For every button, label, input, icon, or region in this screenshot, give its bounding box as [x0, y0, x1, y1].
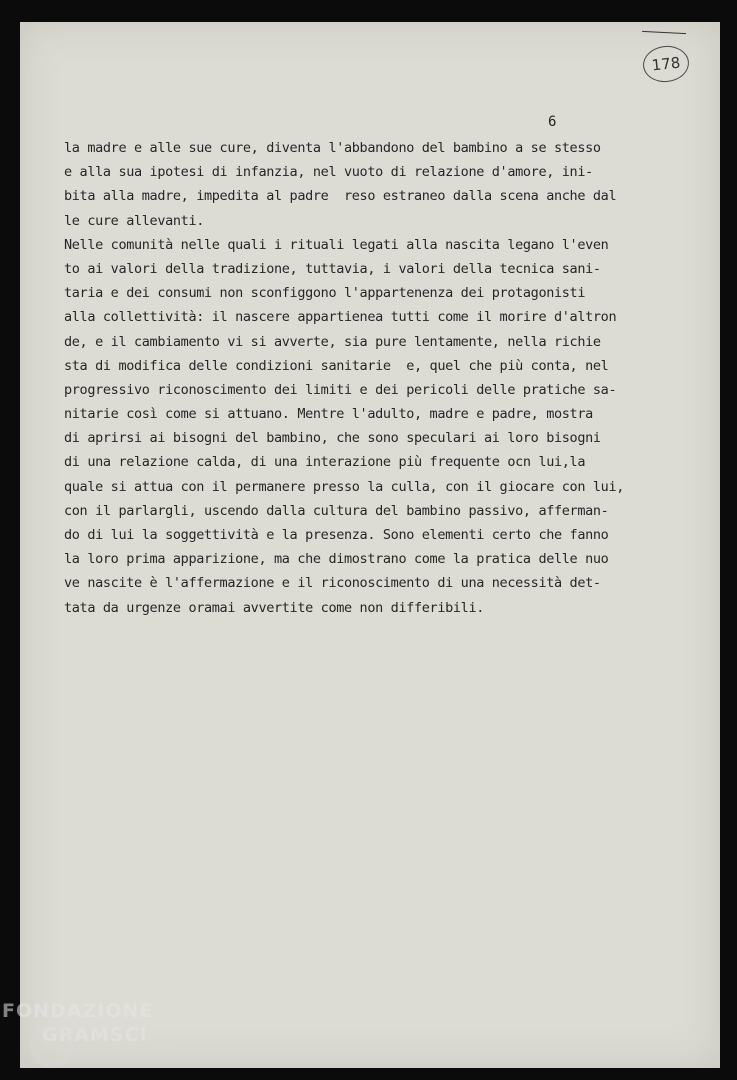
page-number: 6 [548, 114, 557, 130]
pen-mark [642, 31, 686, 37]
text-line: progressivo riconoscimento dei limiti e dei pericoli delle pratiche sa- [64, 381, 617, 398]
text-line: bita alla madre, impedita al padre reso estraneo dalla scena anche dal [64, 188, 617, 205]
body-text [64, 136, 684, 620]
text-line: la loro prima apparizione, ma che dimostrano come la pratica delle nuo [64, 551, 609, 568]
typewritten-page [20, 22, 720, 1068]
text-line: alla collettività: il nascere appartienea tutti come il morire d'altron [64, 309, 617, 326]
archive-page-stamp [641, 44, 691, 85]
text-line: de, e il cambiamento vi si avverte, sia pure lentamente, nella richie [64, 333, 601, 350]
watermark-sub: onlus [150, 1042, 175, 1052]
text-line: do di lui la soggettività e la presenza. Sono elementi certo che fanno [64, 527, 609, 543]
text-line: taria e dei consumi non sconfiggono l'appartenenza dei protagonisti [64, 285, 586, 302]
text-line: la madre e alle sue cure, diventa l'abbandono del bambino a se stesso [64, 140, 601, 156]
text-line: Nelle comunità nelle quali i rituali legati alla nascita legano l'even [64, 236, 609, 253]
text-line: le cure allevanti. [64, 212, 204, 229]
text-line: nitarie così come si attuano. Mentre l'adulto, madre e padre, mostra [64, 406, 593, 423]
watermark-line1: FONDAZIONE [2, 1000, 154, 1022]
fondazione-gramsci-watermark [2, 1000, 174, 1052]
watermark-logo-icon [30, 1024, 74, 1068]
text-line: quale si attua con il permanere presso la culla, con il giocare con lui, [64, 478, 624, 495]
text-line: ve nascite è l'affermazione e il riconoscimento di una necessità det- [64, 575, 601, 592]
text-line: e alla sua ipotesi di infanzia, nel vuoto di relazione d'amore, ini- [64, 164, 593, 181]
watermark-line2: GRAMSCI [42, 1024, 148, 1046]
text-line: con il parlargli, uscendo dalla cultura del bambino passivo, afferman- [64, 502, 609, 519]
text-line: di aprirsi ai bisogni del bambino, che sono speculari ai loro bisogni [64, 430, 601, 447]
text-line: to ai valori della tradizione, tuttavia, i valori della tecnica sani- [64, 260, 601, 277]
text-line: di una relazione calda, di una interazione più frequente ocn lui,la [64, 454, 586, 471]
text-line: sta di modifica delle condizioni sanitarie e, quel che più conta, nel [64, 357, 609, 374]
archive-page-stamp-number: 178 [650, 53, 682, 75]
text-line: tata da urgenze oramai avvertite come non differibili. [64, 599, 484, 616]
